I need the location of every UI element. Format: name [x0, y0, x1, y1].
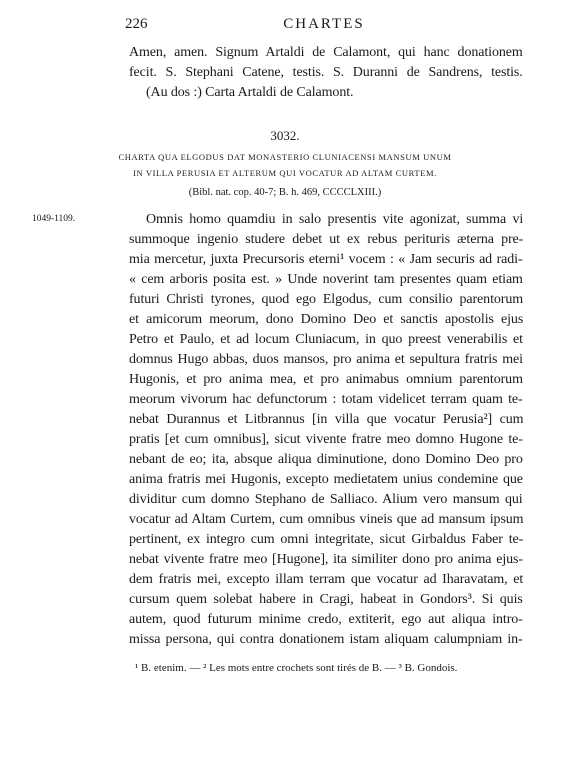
body-line: pratis [et cum omnibus], sicut vivente fratre meo domno Hugone te-	[129, 432, 523, 447]
body-line: Hugonis, et pro anima mea, et pro animabus omnium parentorum	[129, 372, 523, 387]
body-line: autem, quod futurum minime credo, extiterit, ego aut aliqua intro-	[129, 612, 523, 627]
body-line: vocatur ad Altam Curtem, cum omnibus vineis que ad mansum ipsum	[129, 512, 524, 527]
body-line: summoque ingenio studere debet ut ex rebus perituris æterna pre-	[129, 232, 524, 247]
charter-title-line: IN VILLA PERUSIA ET ALTERUM QUI VOCATUR AD ALTAM CURTEM.	[133, 168, 437, 178]
body-line: « cem arboris posita est. » Unde noverint tam presentes quam etiam	[129, 272, 523, 287]
body-line: meorum vivorum hac defunctorum : totam videlicet terram quam te-	[129, 392, 523, 407]
body-line: nebat Durannus et Litbrannus [in villa que vocatur Perusia²] cum	[129, 412, 524, 427]
carryover-endorsement: (Au dos :) Carta Artaldi de Calamont.	[146, 85, 354, 100]
body-line: dividitur cum domno Stephano de Salliaco. Alium vero mansum qui	[129, 492, 523, 507]
body-line: missa persona, qui contra donationem istam aliquam calumpniam in-	[129, 632, 523, 647]
body-line: Omnis homo quamdiu in salo presentis vite agonizat, summa vi	[146, 212, 524, 227]
body-line: anima fratris mei Hugonis, excepto medietatem unius condemine que	[129, 472, 523, 487]
charter-source: (Bibl. nat. cop. 40-7; B. h. 469, CCCCLXIII.)	[188, 187, 382, 198]
footnotes: ¹ B. etenim. — ² Les mots entre crochets sont tirés de B. — ³ B. Gondois.	[135, 662, 458, 674]
body-line: domnus Hugo abbas, duos mansos, pro anima et sepultura fratris mei	[129, 352, 523, 367]
body-line: nebant de eo; ita, absque aliqua diminutione, dono Domino Deo pro	[129, 452, 523, 467]
page-number: 226	[125, 16, 148, 32]
body-line: mia mercetur, juxta Precursoris eterni¹ vocem : « Jam securis ad radi-	[129, 252, 523, 267]
charter-number: 3032.	[270, 128, 300, 143]
body-line: nebat vivente fratre meo [Hugone], ita similiter dono pro anima ejus-	[129, 552, 523, 567]
charter-title-line: CHARTA QUA ELGODUS DAT MONASTERIO CLUNIACENSI MANSUM UNUM	[118, 152, 452, 162]
body-line: et amicorum meorum, dono Domino Deo et sanctis apostolis ejus	[129, 312, 524, 327]
body-line: cursum quem solebat habere in Cragi, habeat in Gondors³. Si quis	[129, 592, 523, 607]
body-line: futuri Christi tyrones, quod ego Elgodus, cum consilio parentorum	[129, 292, 524, 307]
page-header	[125, 16, 523, 36]
carryover-line: fecit. S. Stephani Catene, testis. S. Duranni de Sandrens, testis.	[129, 65, 523, 80]
carryover-line: Amen, amen. Signum Artaldi de Calamont, qui hanc donationem	[129, 45, 523, 60]
body-line: dem fratris mei, excepto illam terram que vocatur ad Iharavatam, et	[129, 572, 524, 587]
body-line: Petro et Paulo, et ad locum Cluniacum, in quo preest venerabilis et	[129, 332, 523, 347]
body-line: pertinent, ex integro cum omni integritate, sicut Girbaldus Faber te-	[129, 532, 524, 547]
running-title: CHARTES	[283, 16, 365, 32]
charter-date: 1049-1109.	[32, 214, 76, 224]
